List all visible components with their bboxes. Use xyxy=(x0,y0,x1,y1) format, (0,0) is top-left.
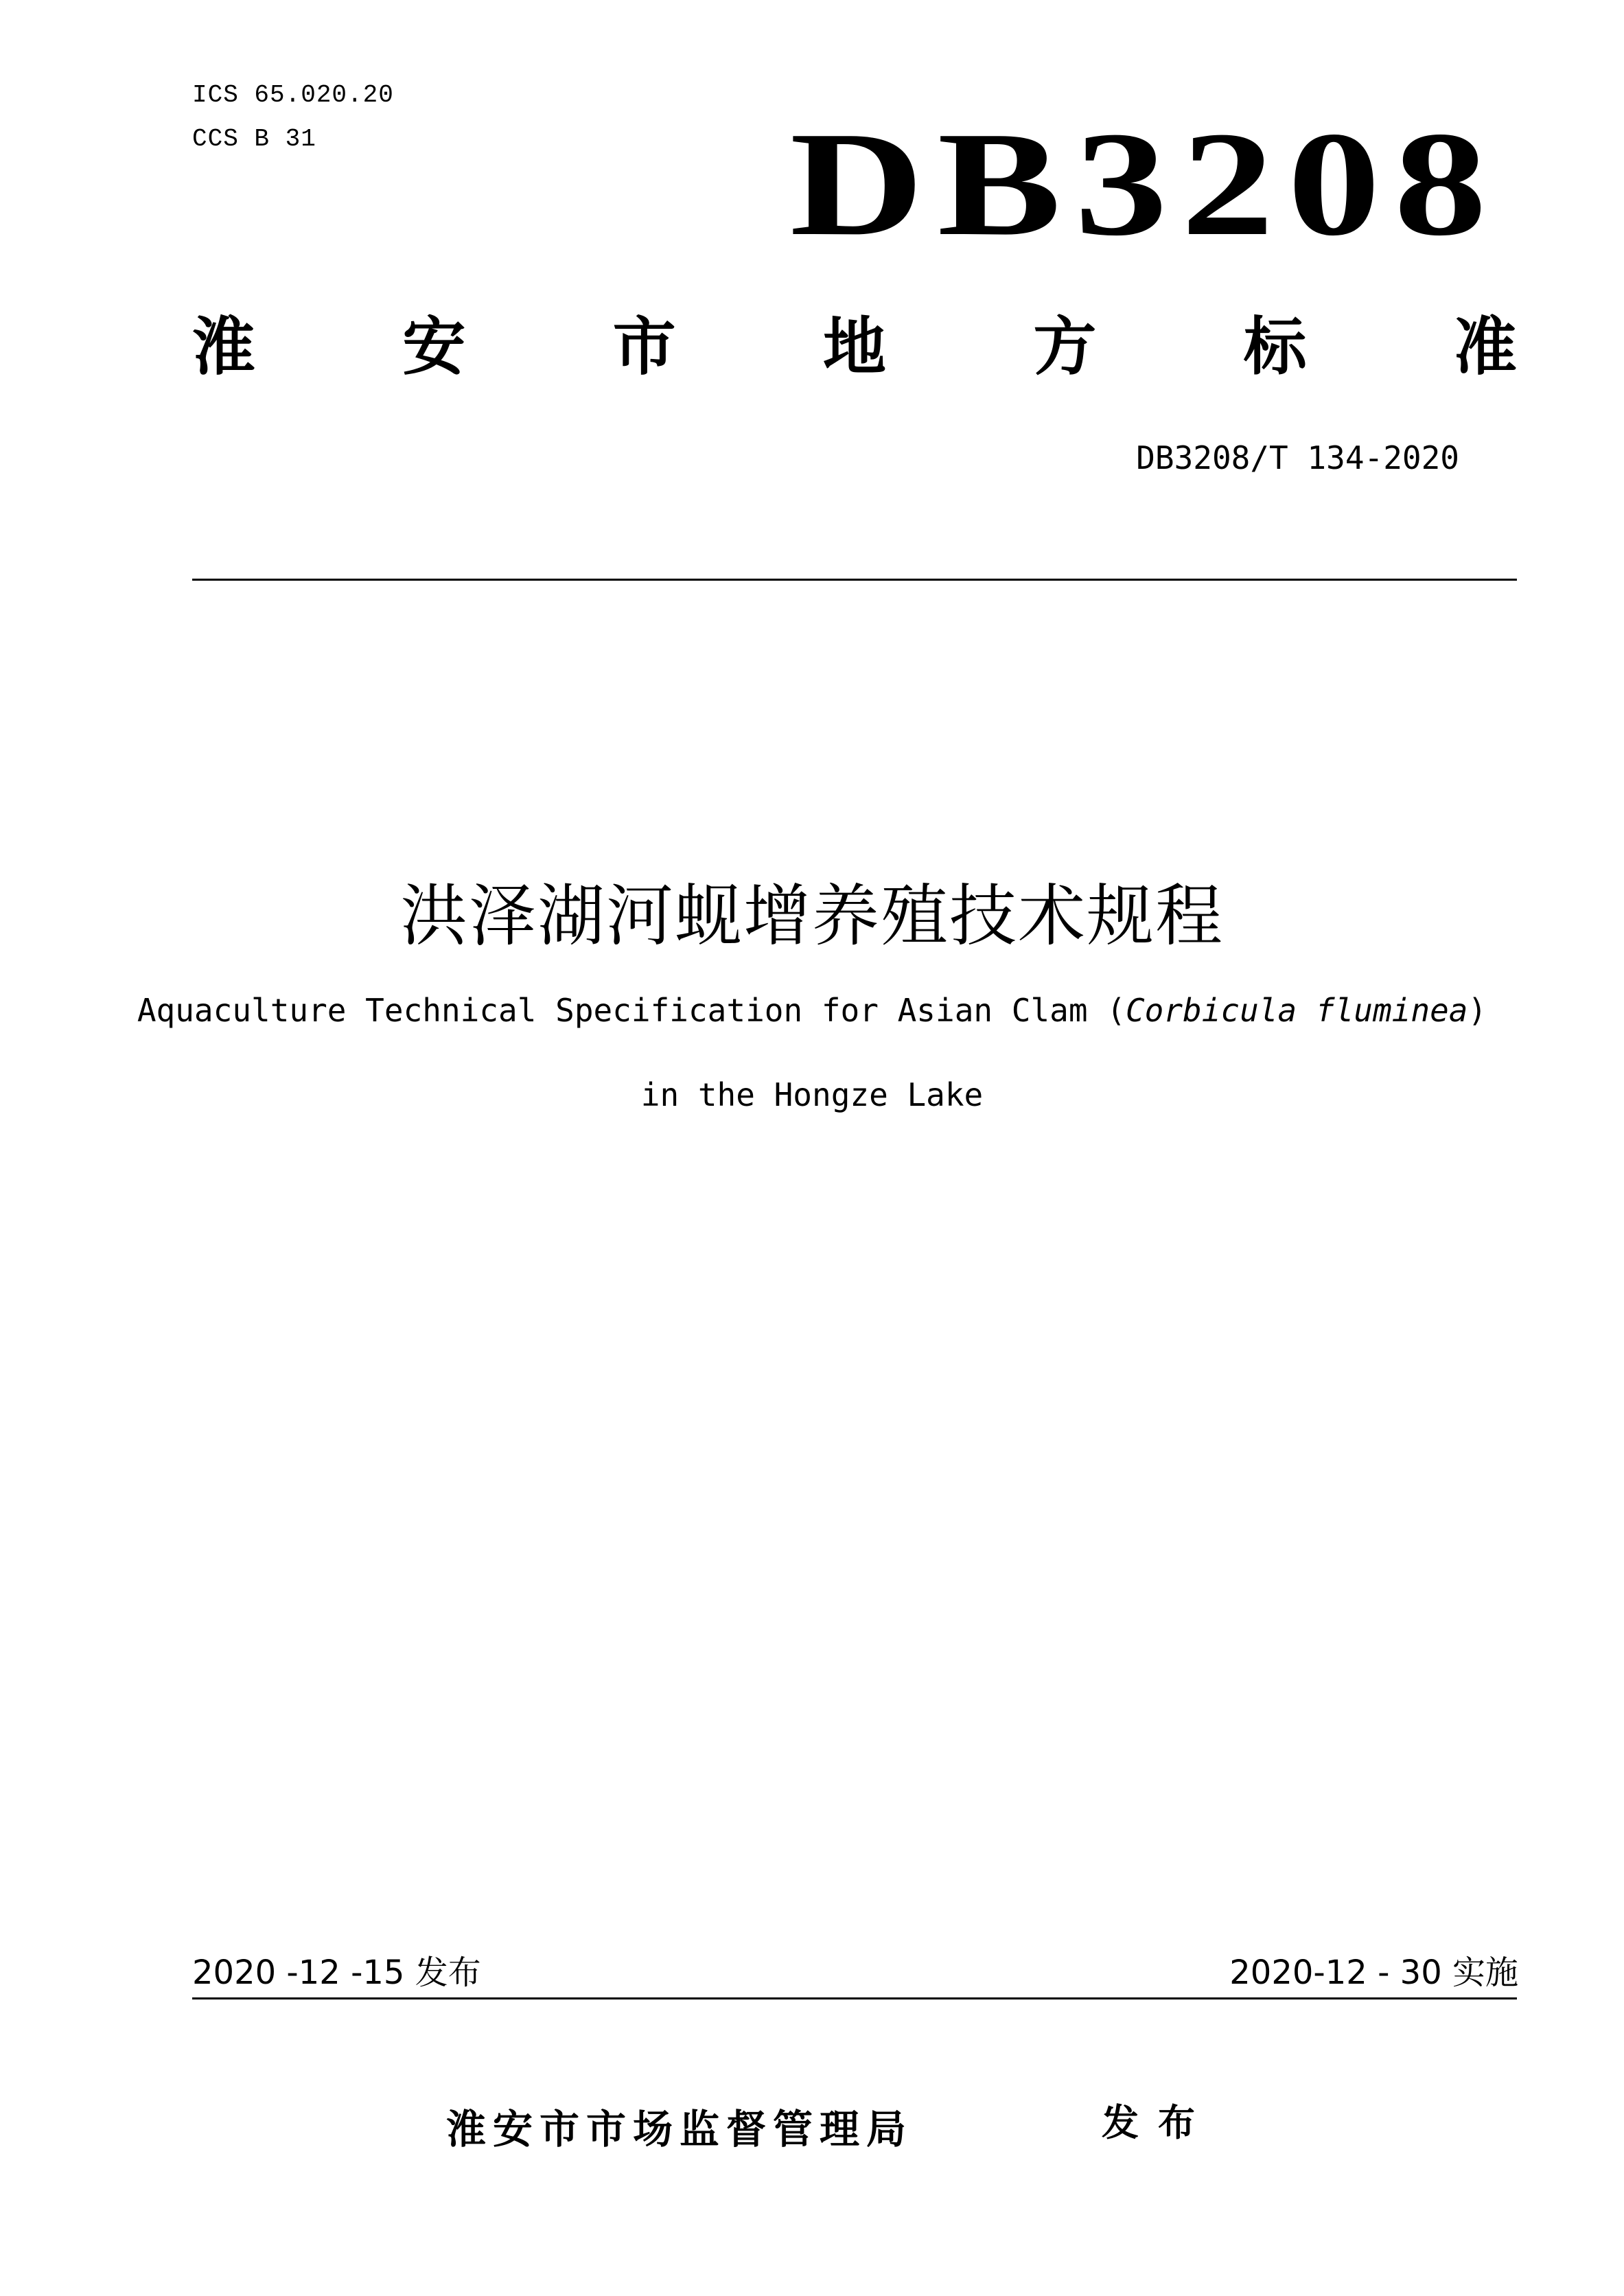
standard-logo: DB3208 xyxy=(789,102,1500,267)
standard-type-heading xyxy=(192,310,1517,384)
standard-type-char: 淮 xyxy=(192,310,256,384)
top-divider xyxy=(192,579,1517,581)
implement-date: 2020-12 - 30 实施 xyxy=(1229,1953,1518,1992)
chinese-title: 洪泽湖河蚬增养殖技术规程 xyxy=(399,877,1224,955)
ics-code: ICS 65.020.20 xyxy=(192,81,394,109)
standard-type-char: 标 xyxy=(1243,310,1307,384)
english-title-prefix: Aquaculture Technical Specification for Asian Clam ( xyxy=(137,992,1126,1029)
standard-type-char: 地 xyxy=(822,310,886,384)
issuing-authority: 淮安市市场监督管理局 xyxy=(446,2106,914,2153)
ccs-code: CCS B 31 xyxy=(192,125,316,153)
bottom-divider xyxy=(192,1997,1517,1999)
english-title-line-2: in the Hongze Lake xyxy=(640,1076,984,1113)
latin-species-name: Corbicula fluminea xyxy=(1125,992,1468,1029)
standard-type-char: 方 xyxy=(1033,310,1097,384)
publish-date: 2020 -12 -15 发布 xyxy=(192,1953,481,1992)
issue-label: 发布 xyxy=(1102,2101,1214,2144)
english-title-line-1 xyxy=(0,992,1624,1029)
standard-number: DB3208/T 134-2020 xyxy=(1136,439,1459,476)
standard-type-char: 准 xyxy=(1453,310,1517,384)
standard-type-char: 市 xyxy=(612,310,676,384)
standard-type-char: 安 xyxy=(402,310,466,384)
english-title-suffix: ) xyxy=(1468,992,1487,1029)
